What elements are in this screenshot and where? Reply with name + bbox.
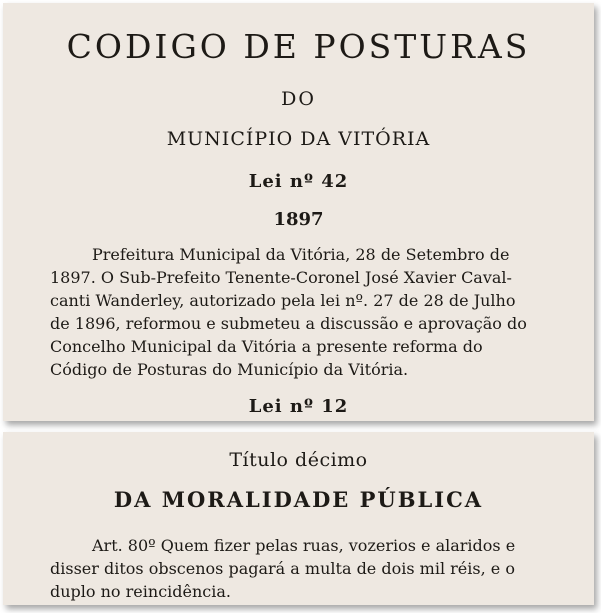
law-year: 1897 bbox=[273, 209, 324, 230]
paragraph-line: de 1896, reformou e submeteu a discussão e aprovação do bbox=[50, 314, 527, 333]
law-number: Lei nº 42 bbox=[248, 171, 349, 192]
paragraph-line: 1897. O Sub-Prefeito Tenente-Coronel José Xavier Caval- bbox=[50, 268, 512, 287]
decree-paragraph bbox=[50, 243, 547, 381]
article-line: Art. 80º Quem fizer pelas ruas, vozerios e alaridos e bbox=[92, 536, 516, 555]
section-heading: DA MORALIDADE PÚBLICA bbox=[113, 487, 484, 512]
paragraph-line: Concelho Municipal da Vitória a presente reforma do bbox=[50, 337, 483, 356]
law-number-secondary: Lei nº 12 bbox=[248, 396, 349, 417]
article-line: duplo no reincidência. bbox=[50, 582, 231, 601]
section-title: Título décimo bbox=[229, 449, 368, 471]
municipality-name: MUNICÍPIO DA VITÓRIA bbox=[166, 128, 431, 150]
document-excerpt-top bbox=[3, 3, 594, 421]
article-line: disser ditos obscenos pagará a multa de dois mil réis, e o bbox=[50, 559, 515, 578]
document-excerpt-bottom bbox=[3, 432, 594, 605]
paragraph-line: Prefeitura Municipal da Vitória, 28 de Setembro de bbox=[92, 245, 510, 264]
paragraph-line: canti Wanderley, autorizado pela lei nº. 27 de 28 de Julho bbox=[50, 291, 516, 310]
document-title: CODIGO DE POSTURAS bbox=[66, 27, 531, 66]
paragraph-line: Código de Posturas do Município da Vitória. bbox=[50, 360, 409, 379]
article-paragraph bbox=[50, 534, 547, 603]
title-preposition: DO bbox=[281, 88, 316, 110]
